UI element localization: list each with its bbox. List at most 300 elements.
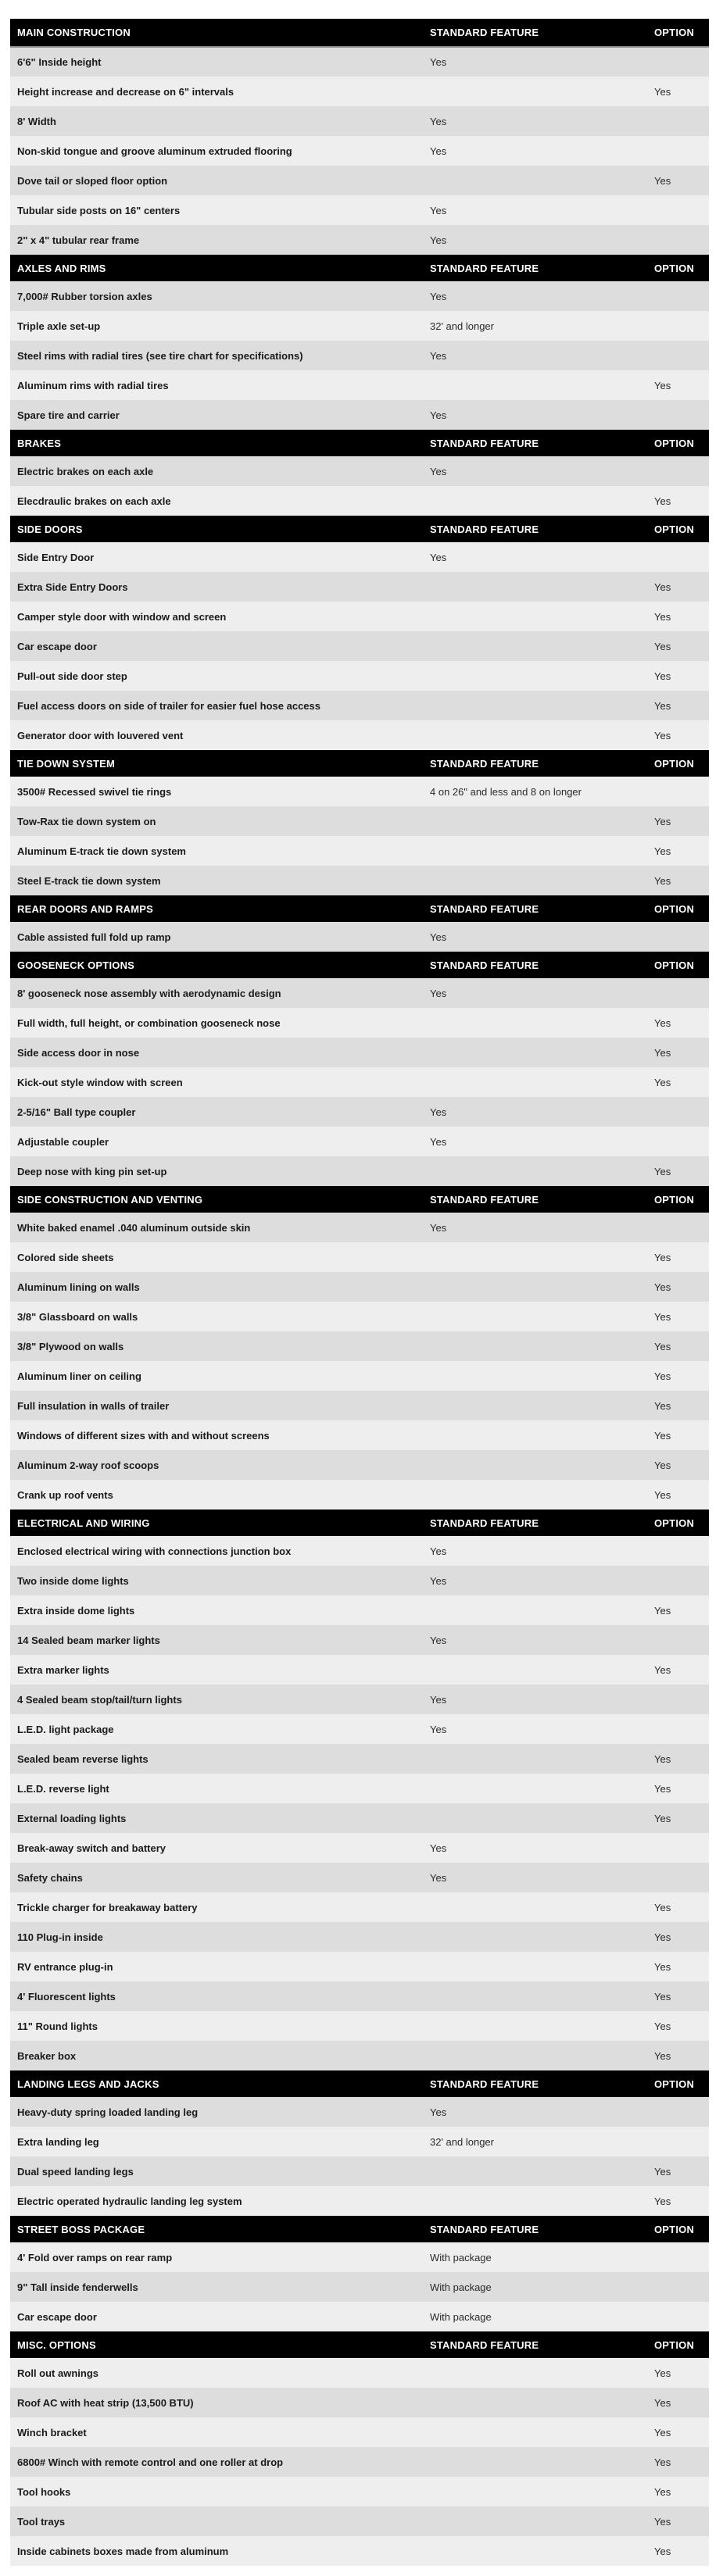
feature-row (10, 1480, 709, 1510)
feature-name: Steel rims with radial tires (see tire chart for specifications) (17, 349, 303, 362)
feature-row (10, 1744, 709, 1774)
option-value: Yes (654, 2515, 671, 2528)
feature-row (10, 1685, 709, 1714)
feature-row (10, 1127, 709, 1156)
feature-name: White baked enamel .040 aluminum outside skin (17, 1221, 251, 1234)
feature-row (10, 542, 709, 572)
option-value: Yes (654, 1399, 671, 1412)
standard-feature-value (423, 166, 650, 195)
section-header-landing-legs-and-jacks (10, 2070, 709, 2097)
option-value: Yes (654, 670, 671, 682)
option-value (650, 1833, 709, 1863)
standard-feature-value: Yes (430, 349, 447, 362)
feature-name: Crank up roof vents (17, 1488, 113, 1501)
standard-feature-value (423, 1450, 650, 1480)
standard-feature-column-header: STANDARD FEATURE (430, 2338, 539, 2351)
option-column-header: OPTION (654, 2078, 695, 2090)
feature-name: 3500# Recessed swivel tie rings (17, 785, 172, 798)
feature-name: Deep nose with king pin set-up (17, 1165, 167, 1177)
feature-name: 2-5/16" Ball type coupler (17, 1106, 136, 1118)
feature-row (10, 1952, 709, 1981)
standard-feature-value: Yes (430, 290, 447, 302)
standard-feature-value: Yes (430, 551, 447, 563)
feature-row (10, 2127, 709, 2156)
option-column-header: OPTION (654, 2338, 695, 2351)
feature-name: Pull-out side door step (17, 670, 127, 682)
option-value (650, 456, 709, 486)
option-value: Yes (654, 581, 671, 593)
standard-feature-value (423, 1008, 650, 1038)
feature-name: 8' gooseneck nose assembly with aerodynamic design (17, 987, 281, 999)
option-value: Yes (654, 1604, 671, 1617)
option-column-header: OPTION (654, 1193, 695, 1206)
section-title: BRAKES (17, 437, 62, 449)
feature-row (10, 2388, 709, 2417)
option-value (650, 47, 709, 77)
feature-row (10, 2358, 709, 2388)
feature-name: 7,000# Rubber torsion axles (17, 290, 152, 302)
standard-feature-value (423, 806, 650, 836)
option-value (650, 136, 709, 166)
standard-feature-value (423, 720, 650, 750)
standard-feature-column-header: STANDARD FEATURE (430, 262, 539, 274)
feature-name: Dual speed landing legs (17, 2165, 134, 2178)
feature-name: Tool hooks (17, 2485, 71, 2498)
section-title: ELECTRICAL AND WIRING (17, 1517, 150, 1529)
standard-feature-value: With package (430, 2251, 492, 2263)
option-value: Yes (654, 610, 671, 623)
standard-feature-column-header: STANDARD FEATURE (430, 1193, 539, 1206)
feature-name: 4 Sealed beam stop/tail/turn lights (17, 1693, 182, 1706)
feature-row (10, 1922, 709, 1952)
section-header-misc-options (10, 2331, 709, 2358)
standard-feature-value (423, 661, 650, 691)
feature-row (10, 1833, 709, 1863)
spec-table-body (10, 19, 709, 2566)
feature-row (10, 1361, 709, 1391)
feature-name: L.E.D. light package (17, 1723, 114, 1735)
section-title: LANDING LEGS AND JACKS (17, 2078, 159, 2090)
option-value (650, 1863, 709, 1892)
feature-row (10, 1981, 709, 2011)
feature-row (10, 2272, 709, 2302)
feature-row (10, 602, 709, 631)
section-title: STREET BOSS PACKAGE (17, 2223, 145, 2235)
feature-row (10, 922, 709, 952)
feature-name: 110 Plug-in inside (17, 1931, 103, 1943)
standard-feature-value: With package (430, 2310, 492, 2323)
feature-row (10, 2447, 709, 2477)
feature-name: Inside cabinets boxes made from aluminum (17, 2545, 229, 2557)
feature-name: 8' Width (17, 115, 56, 127)
standard-feature-value: Yes (430, 1842, 447, 1854)
option-value: Yes (654, 1076, 671, 1088)
feature-name: 4' Fluorescent lights (17, 1990, 116, 2003)
feature-name: 6800# Winch with remote control and one roller at drop (17, 2456, 284, 2468)
standard-feature-column-header: STANDARD FEATURE (430, 959, 539, 971)
feature-name: Fuel access doors on side of trailer for easier fuel hose access (17, 699, 320, 712)
option-value: Yes (654, 1990, 671, 2003)
option-value: Yes (654, 2545, 671, 2557)
option-column-header: OPTION (650, 19, 709, 47)
feature-name: Tubular side posts on 16" centers (17, 204, 181, 216)
feature-row (10, 1420, 709, 1450)
standard-feature-value (423, 1361, 650, 1391)
option-value: Yes (654, 1488, 671, 1501)
section-header-side-doors (10, 516, 709, 542)
option-value (650, 1714, 709, 1744)
section-header-side-construction-and-venting (10, 1186, 709, 1213)
option-value: Yes (654, 1960, 671, 1973)
feature-row (10, 2041, 709, 2070)
feature-row (10, 806, 709, 836)
feature-name: 14 Sealed beam marker lights (17, 1634, 160, 1646)
standard-feature-value (423, 1952, 650, 1981)
section-header-main-construction (10, 19, 709, 47)
feature-row (10, 572, 709, 602)
feature-row (10, 1774, 709, 1803)
option-value: Yes (654, 1046, 671, 1059)
feature-name: Electric brakes on each axle (17, 465, 154, 477)
feature-name: Height increase and decrease on 6" intervals (17, 85, 234, 98)
feature-row (10, 777, 709, 806)
option-value: Yes (654, 1310, 671, 1323)
feature-name: Triple axle set-up (17, 320, 101, 332)
feature-name: 4' Fold over ramps on rear ramp (17, 2251, 173, 2263)
feature-row (10, 341, 709, 370)
option-value: Yes (654, 640, 671, 652)
feature-name: Roof AC with heat strip (13,500 BTU) (17, 2396, 194, 2409)
section-header-axles-and-rims (10, 255, 709, 281)
feature-row (10, 2097, 709, 2127)
section-title: GOOSENECK OPTIONS (17, 959, 135, 971)
feature-row (10, 370, 709, 400)
section-title: SIDE DOORS (17, 523, 83, 535)
feature-row (10, 2506, 709, 2536)
feature-row (10, 1008, 709, 1038)
feature-name: Dove tail or sloped floor option (17, 174, 168, 187)
option-value: Yes (654, 1370, 671, 1382)
standard-feature-value (423, 1595, 650, 1625)
feature-row (10, 1242, 709, 1272)
feature-row (10, 1272, 709, 1302)
section-header-tie-down-system (10, 750, 709, 777)
standard-feature-value (423, 1480, 650, 1510)
feature-name: Aluminum lining on walls (17, 1281, 140, 1293)
option-value: Yes (654, 1901, 671, 1913)
feature-name: Extra Side Entry Doors (17, 581, 128, 593)
standard-feature-value: Yes (430, 1634, 447, 1646)
feature-name: Colored side sheets (17, 1251, 114, 1263)
feature-row (10, 2186, 709, 2216)
standard-feature-value (423, 2477, 650, 2506)
standard-feature-value: 4 on 26" and less and 8 on longer (430, 785, 582, 798)
feature-row (10, 1803, 709, 1833)
feature-row (10, 400, 709, 430)
standard-feature-value (423, 572, 650, 602)
option-column-header: OPTION (654, 523, 695, 535)
feature-name: 3/8" Plywood on walls (17, 1340, 124, 1352)
option-value: Yes (654, 85, 671, 98)
standard-feature-value: Yes (430, 409, 447, 421)
standard-feature-value (423, 2156, 650, 2186)
option-value: Yes (654, 729, 671, 741)
standard-feature-value (423, 2417, 650, 2447)
option-value (650, 2242, 709, 2272)
feature-row (10, 2242, 709, 2272)
option-value: Yes (654, 2195, 671, 2207)
feature-row (10, 978, 709, 1008)
standard-feature-value: Yes (430, 234, 447, 246)
option-value: Yes (654, 1251, 671, 1263)
standard-feature-value (423, 1272, 650, 1302)
feature-row (10, 2536, 709, 2566)
feature-name: Windows of different sizes with and without screens (17, 1429, 270, 1442)
standard-feature-value (423, 1892, 650, 1922)
standard-feature-column-header: STANDARD FEATURE (430, 1517, 539, 1529)
standard-feature-column-header: STANDARD FEATURE (423, 19, 650, 47)
option-value: Yes (654, 845, 671, 857)
standard-feature-value (423, 631, 650, 661)
feature-row (10, 486, 709, 516)
feature-name: Extra marker lights (17, 1663, 109, 1676)
feature-row (10, 1302, 709, 1331)
standard-feature-value (423, 2506, 650, 2536)
option-value: Yes (654, 1663, 671, 1676)
section-header-rear-doors-and-ramps (10, 895, 709, 922)
feature-name: Sealed beam reverse lights (17, 1752, 149, 1765)
feature-name: L.E.D. reverse light (17, 1782, 109, 1795)
option-value (650, 106, 709, 136)
section-title: TIE DOWN SYSTEM (17, 757, 116, 770)
option-value: Yes (654, 2456, 671, 2468)
standard-feature-value: 32' and longer (430, 2135, 494, 2148)
option-value: Yes (654, 1340, 671, 1352)
feature-row (10, 106, 709, 136)
feature-name: Aluminum liner on ceiling (17, 1370, 141, 1382)
feature-name: Breaker box (17, 2049, 77, 2062)
option-value: Yes (654, 2426, 671, 2438)
option-value (650, 1097, 709, 1127)
option-column-header: OPTION (654, 902, 695, 915)
section-header-gooseneck-options (10, 952, 709, 978)
feature-name: Car escape door (17, 640, 97, 652)
standard-feature-value: Yes (430, 115, 447, 127)
standard-feature-value: Yes (430, 987, 447, 999)
standard-feature-value: Yes (430, 465, 447, 477)
standard-feature-column-header: STANDARD FEATURE (430, 757, 539, 770)
option-value (650, 2097, 709, 2127)
standard-feature-value: Yes (430, 1106, 447, 1118)
option-column-header: OPTION (654, 262, 695, 274)
standard-feature-value (423, 370, 650, 400)
standard-feature-value (423, 1774, 650, 1803)
standard-feature-value (423, 2536, 650, 2566)
feature-name: Two inside dome lights (17, 1574, 129, 1587)
feature-row (10, 1892, 709, 1922)
option-value (650, 400, 709, 430)
feature-name: Camper style door with window and screen (17, 610, 227, 623)
feature-row (10, 1067, 709, 1097)
feature-name: 3/8" Glassboard on walls (17, 1310, 138, 1323)
feature-row (10, 1863, 709, 1892)
standard-feature-value (423, 2011, 650, 2041)
standard-feature-value (423, 1391, 650, 1420)
standard-feature-value (423, 1744, 650, 1774)
feature-row (10, 2302, 709, 2331)
section-title: REAR DOORS AND RAMPS (17, 902, 153, 915)
feature-name: External loading lights (17, 1812, 127, 1824)
option-column-header: OPTION (654, 2223, 695, 2235)
option-value (650, 1127, 709, 1156)
option-value: Yes (654, 1165, 671, 1177)
feature-row (10, 1536, 709, 1566)
standard-feature-value (423, 77, 650, 106)
standard-feature-value: Yes (430, 56, 447, 68)
feature-name: Heavy-duty spring loaded landing leg (17, 2106, 199, 2118)
standard-feature-value (423, 2388, 650, 2417)
option-value: Yes (654, 2367, 671, 2379)
standard-feature-column-header: STANDARD FEATURE (430, 523, 539, 535)
standard-feature-value (423, 1803, 650, 1833)
option-column-header: OPTION (654, 1517, 695, 1529)
section-header-electrical-and-wiring (10, 1510, 709, 1536)
standard-feature-value: Yes (430, 1221, 447, 1234)
feature-row (10, 866, 709, 895)
option-value: Yes (654, 2020, 671, 2032)
option-value: Yes (654, 2049, 671, 2062)
feature-row (10, 47, 709, 77)
feature-name: Enclosed electrical wiring with connections junction box (17, 1545, 292, 1557)
feature-name: Extra inside dome lights (17, 1604, 135, 1617)
option-value (650, 978, 709, 1008)
standard-feature-value (423, 2186, 650, 2216)
standard-feature-value (423, 1922, 650, 1952)
feature-row (10, 2417, 709, 2447)
standard-feature-value (423, 1420, 650, 1450)
option-value: Yes (654, 1281, 671, 1293)
feature-name: 2" x 4" tubular rear frame (17, 234, 140, 246)
standard-feature-value: With package (430, 2281, 492, 2293)
option-value (650, 1566, 709, 1595)
feature-name: Car escape door (17, 2310, 97, 2323)
section-title: SIDE CONSTRUCTION AND VENTING (17, 1193, 203, 1206)
standard-feature-value: Yes (430, 1135, 447, 1148)
feature-name: Tool trays (17, 2515, 66, 2528)
option-value: Yes (654, 815, 671, 827)
standard-feature-value (423, 1302, 650, 1331)
standard-feature-value: Yes (430, 204, 447, 216)
standard-feature-column-header: STANDARD FEATURE (430, 902, 539, 915)
standard-feature-value (423, 1242, 650, 1272)
feature-row (10, 1331, 709, 1361)
option-value (650, 341, 709, 370)
option-value (650, 542, 709, 572)
standard-feature-value (423, 1156, 650, 1186)
feature-name: Spare tire and carrier (17, 409, 120, 421)
option-value: Yes (654, 379, 671, 391)
feature-row (10, 1625, 709, 1655)
option-value: Yes (654, 1782, 671, 1795)
standard-feature-value (423, 1038, 650, 1067)
option-value (650, 2272, 709, 2302)
option-value (650, 311, 709, 341)
standard-feature-value (423, 1981, 650, 2011)
standard-feature-column-header: STANDARD FEATURE (430, 437, 539, 449)
option-column-header: OPTION (654, 437, 695, 449)
feature-name: Tow-Rax tie down system on (17, 815, 156, 827)
feature-name: Aluminum rims with radial tires (17, 379, 169, 391)
section-title: MISC. OPTIONS (17, 2338, 96, 2351)
feature-name: Full width, full height, or combination gooseneck nose (17, 1016, 281, 1029)
feature-name: RV entrance plug-in (17, 1960, 113, 1973)
standard-feature-column-header: STANDARD FEATURE (430, 2078, 539, 2090)
option-value: Yes (654, 874, 671, 887)
feature-spec-table (10, 19, 709, 2566)
standard-feature-value (423, 1655, 650, 1685)
feature-name: Non-skid tongue and groove aluminum extruded flooring (17, 145, 292, 157)
feature-name: 9" Tall inside fenderwells (17, 2281, 138, 2293)
feature-name: Extra landing leg (17, 2135, 99, 2148)
option-column-header: OPTION (654, 757, 695, 770)
option-value: Yes (654, 2165, 671, 2178)
feature-name: Adjustable coupler (17, 1135, 109, 1148)
standard-feature-value: Yes (430, 931, 447, 943)
feature-name: Steel E-track tie down system (17, 874, 161, 887)
feature-row (10, 1038, 709, 1067)
option-value: Yes (654, 1016, 671, 1029)
section-title: AXLES AND RIMS (17, 262, 106, 274)
feature-name: Side access door in nose (17, 1046, 140, 1059)
standard-feature-column-header: STANDARD FEATURE (430, 2223, 539, 2235)
option-value (650, 2302, 709, 2331)
feature-name: Electric operated hydraulic landing leg system (17, 2195, 242, 2207)
option-value: Yes (654, 1931, 671, 1943)
standard-feature-value: 32' and longer (430, 320, 494, 332)
feature-row (10, 456, 709, 486)
option-value: Yes (654, 1812, 671, 1824)
standard-feature-value (423, 691, 650, 720)
standard-feature-value: Yes (430, 1693, 447, 1706)
option-value (650, 1536, 709, 1566)
feature-row (10, 195, 709, 225)
feature-row (10, 661, 709, 691)
standard-feature-value: Yes (430, 1871, 447, 1884)
feature-row (10, 136, 709, 166)
feature-row (10, 2477, 709, 2506)
feature-row (10, 1450, 709, 1480)
section-header-brakes (10, 430, 709, 456)
feature-row (10, 1156, 709, 1186)
standard-feature-value: Yes (430, 1574, 447, 1587)
feature-row (10, 1213, 709, 1242)
feature-name: Break-away switch and battery (17, 1842, 166, 1854)
standard-feature-value (423, 2447, 650, 2477)
feature-row (10, 1391, 709, 1420)
standard-feature-value (423, 2041, 650, 2070)
standard-feature-value: Yes (430, 1545, 447, 1557)
feature-row (10, 2011, 709, 2041)
option-value: Yes (654, 699, 671, 712)
feature-name: Safety chains (17, 1871, 83, 1884)
feature-name: Cable assisted full fold up ramp (17, 931, 171, 943)
standard-feature-value (423, 602, 650, 631)
feature-name: Winch bracket (17, 2426, 87, 2438)
standard-feature-value (423, 866, 650, 895)
feature-name: 11" Round lights (17, 2020, 98, 2032)
feature-row (10, 1595, 709, 1625)
feature-name: Full insulation in walls of trailer (17, 1399, 170, 1412)
